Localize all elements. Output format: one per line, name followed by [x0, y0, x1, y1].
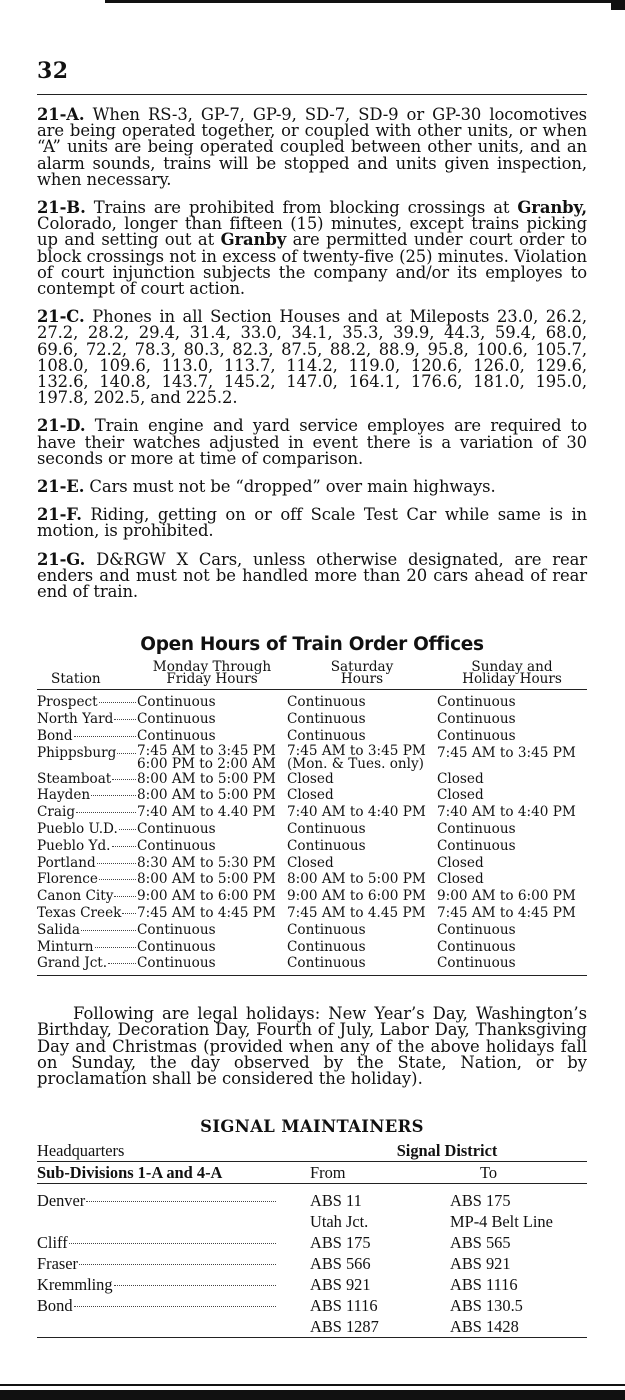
hours-mf: [137, 690, 287, 711]
offices-header-row: [37, 661, 587, 690]
headquarters-cell: [37, 1295, 307, 1316]
rule-number: 21-F.: [37, 505, 82, 525]
leader-dots: [114, 896, 136, 897]
hours-sun: [437, 804, 587, 821]
district-to: ABS 1116: [450, 1275, 518, 1295]
hours-sat: [287, 838, 437, 855]
hours-line: Continuous: [137, 938, 216, 955]
rule-text: Colorado, longer than fifteen (15) minutes, except trains picking up and setting out at: [37, 214, 587, 250]
station-cell: [37, 821, 137, 838]
station-name: Grand Jct.: [37, 955, 108, 972]
hours-sun: [437, 711, 587, 728]
leader-dots: [114, 1285, 276, 1286]
header-rule: [37, 94, 587, 95]
hours-line: Continuous: [437, 727, 516, 744]
office-row: [37, 855, 587, 872]
hours-line: 7:40 AM to 4:40 PM: [437, 804, 576, 821]
leader-dots: [86, 1201, 276, 1202]
hours-line: 9:00 AM to 6:00 PM: [287, 888, 426, 905]
hours-sun: [437, 922, 587, 939]
hours-mf: [137, 787, 287, 804]
district-to: ABS 130.5: [450, 1296, 523, 1316]
headquarters-cell: [37, 1184, 307, 1212]
rule-paragraph: [37, 418, 587, 467]
signal-maintainers-title: SIGNAL MAINTAINERS: [200, 1117, 424, 1137]
office-row: [37, 905, 587, 922]
district-from: ABS 1116: [310, 1296, 378, 1316]
scan-top-edge: [0, 0, 625, 6]
hours-mf: [137, 804, 287, 821]
hours-sat: [287, 922, 437, 939]
hours-sat: [287, 787, 437, 804]
signal-row: [37, 1253, 587, 1274]
station-name: Pueblo U.D.: [37, 821, 118, 838]
station-cell: [37, 955, 137, 975]
headquarters-name: Bond: [37, 1296, 73, 1316]
rule-paragraph: [37, 549, 587, 602]
headquarters-cell: [37, 1211, 307, 1232]
rule-paragraph: [37, 200, 587, 297]
hours-line: Continuous: [137, 921, 216, 938]
hours-line: Continuous: [287, 694, 366, 711]
hours-line: 7:45 AM to 4:45 PM: [437, 905, 576, 922]
hours-line: Closed: [287, 770, 334, 787]
station-name: Bond: [37, 727, 73, 744]
header-station: Station: [51, 671, 101, 688]
hours-sat: [287, 804, 437, 821]
hours-line: 7:45 AM to 3:45 PM: [437, 744, 576, 761]
leader-dots: [112, 846, 137, 847]
offices-title: Open Hours of Train Order Offices: [140, 634, 484, 656]
hours-line: Closed: [437, 770, 484, 787]
hours-mf: [137, 711, 287, 728]
train-order-offices-table: [37, 661, 587, 976]
station-name: Canon City: [37, 888, 114, 905]
leader-dots: [74, 736, 136, 737]
hours-line: Continuous: [437, 955, 516, 972]
office-row: [37, 871, 587, 888]
headquarters-name: Cliff: [37, 1233, 68, 1253]
scan-bottom-edge: [0, 1390, 625, 1400]
district-from: ABS 1287: [310, 1317, 379, 1337]
hours-line: 7:45 AM to 3:45 PM: [137, 742, 276, 759]
station-cell: [37, 905, 137, 922]
leader-dots: [69, 1243, 276, 1244]
headquarters-cell: [37, 1253, 307, 1274]
hours-sun: [437, 905, 587, 922]
leader-dots: [91, 795, 136, 796]
header-saturday: Saturday Hours: [330, 659, 394, 688]
hours-line: Continuous: [137, 955, 216, 972]
signal-row: [37, 1295, 587, 1316]
hours-sun: [437, 821, 587, 838]
page-number: 32: [37, 58, 69, 84]
hours-mf: [137, 838, 287, 855]
office-row: [37, 804, 587, 821]
leader-dots: [112, 779, 136, 780]
hours-sat: [287, 742, 437, 772]
hours-mf: [137, 955, 287, 975]
station-cell: [37, 922, 137, 939]
district-to: ABS 921: [450, 1254, 511, 1274]
station-name: Texas Creek: [37, 905, 122, 922]
hours-line: Continuous: [287, 727, 366, 744]
leader-dots: [99, 702, 136, 703]
station-name: North Yard: [37, 711, 114, 728]
hours-sun: [437, 690, 587, 711]
hours-line: Continuous: [287, 821, 366, 838]
station-name: Minturn: [37, 938, 94, 955]
hours-mf: [137, 771, 287, 788]
station-cell: [37, 855, 137, 872]
header-to: To: [480, 1163, 498, 1183]
header-signal-district: Signal District: [396, 1141, 498, 1161]
hours-line: Continuous: [437, 821, 516, 838]
rule-text: Riding, getting on or off Scale Test Car while same is in motion, is prohibited.: [37, 505, 587, 541]
hours-mf: [137, 939, 287, 956]
signal-row: [37, 1184, 587, 1212]
station-name: Pueblo Yd.: [37, 837, 111, 854]
headquarters-name: Denver: [37, 1191, 86, 1211]
signal-row: [37, 1211, 587, 1232]
document-page: [37, 58, 587, 1338]
leader-dots: [122, 913, 136, 914]
office-row: [37, 821, 587, 838]
district-to: MP-4 Belt Line: [450, 1212, 553, 1232]
rule-number: 21-A.: [37, 105, 85, 124]
hours-sat: [287, 955, 437, 975]
hours-line: Continuous: [437, 921, 516, 938]
header-monday-friday: Monday Through Friday Hours: [152, 659, 272, 688]
station-cell: [37, 888, 137, 905]
hours-line: 8:00 AM to 5:00 PM: [287, 871, 426, 888]
office-row: [37, 745, 587, 771]
office-row: [37, 922, 587, 939]
rule-paragraph: [37, 107, 587, 188]
district-from: Utah Jct.: [310, 1212, 369, 1232]
leader-dots: [76, 812, 136, 813]
rule-paragraph: [37, 479, 587, 495]
legal-holidays-paragraph: Following are legal holidays: New Year’s Day, Washington’s Birthday, Decoration Day, Fourth of July, Labor Day, Thanksgiving Day and Christmas (provided when any of the above holidays fall on Sunday, the day observed by the State, Nation, or by proclamation shall be considered the holiday).: [37, 1004, 587, 1089]
hours-mf: [137, 855, 287, 872]
office-row: [37, 690, 587, 711]
hours-mf: [137, 922, 287, 939]
district-to: ABS 1428: [450, 1317, 519, 1337]
hours-sat: [287, 939, 437, 956]
district-from: ABS 921: [310, 1275, 371, 1295]
hours-line: Continuous: [437, 711, 516, 728]
offices-body: [37, 690, 587, 976]
hours-line: Continuous: [137, 837, 216, 854]
station-name: Steamboat: [37, 770, 112, 787]
hours-sat: [287, 855, 437, 872]
rule-text: When RS-3, GP-7, GP-9, SD-7, SD-9 or GP-30 locomotives are being operated together, or coupled with other units, or when “A” units are being operated coupled between other units, and an alarm sounds, trains will be stopped and units given inspection, when necessary.: [37, 105, 587, 189]
station-cell: [37, 939, 137, 956]
office-row: [37, 939, 587, 956]
hours-line: Continuous: [287, 955, 366, 972]
hours-sun: [437, 888, 587, 905]
station-name: Portland: [37, 854, 96, 871]
rule-paragraph: [37, 309, 587, 406]
hours-sat: [287, 871, 437, 888]
hours-mf: [137, 821, 287, 838]
hours-sat: [287, 821, 437, 838]
hours-line: Closed: [287, 854, 334, 871]
office-row: [37, 711, 587, 728]
leader-dots: [119, 829, 136, 830]
signal-maintainers-table: [37, 1140, 587, 1338]
hours-line: Continuous: [137, 694, 216, 711]
hours-sun: [437, 838, 587, 855]
hours-line: (Mon. & Tues. only): [287, 755, 424, 772]
hours-sun: [437, 939, 587, 956]
leader-dots: [99, 879, 136, 880]
hours-sat: [287, 711, 437, 728]
hours-line: Continuous: [137, 711, 216, 728]
hours-line: 7:45 AM to 3:45 PM: [287, 742, 426, 759]
hours-line: Closed: [437, 787, 484, 804]
station-cell: [37, 745, 137, 771]
hours-line: 7:40 AM to 4:40 PM: [287, 804, 426, 821]
hours-line: Continuous: [437, 938, 516, 955]
headquarters-name: Kremmling: [37, 1275, 113, 1295]
rule-text: D&RGW X Cars, unless otherwise designated, are rear enders and must not be handled more than 20 cars ahead of rear end of train.: [37, 549, 587, 602]
hours-mf: [137, 871, 287, 888]
hours-sun: [437, 787, 587, 804]
headquarters-name: Fraser: [37, 1254, 78, 1274]
signal-row: [37, 1316, 587, 1338]
hours-mf: [137, 742, 287, 772]
hours-line: Continuous: [287, 837, 366, 854]
rule-text: Trains are prohibited from blocking crossings at: [85, 198, 518, 218]
station-name: Phippsburg: [37, 744, 117, 761]
leader-dots: [79, 1264, 276, 1265]
rule-number: 21-E.: [37, 477, 85, 497]
district-from: ABS 566: [310, 1254, 371, 1274]
hours-sat: [287, 690, 437, 711]
hours-line: 8:00 AM to 5:00 PM: [137, 787, 276, 804]
leader-dots: [108, 963, 136, 964]
hours-sun: [437, 955, 587, 975]
hours-sun: [437, 855, 587, 872]
leader-dots: [74, 1306, 276, 1307]
leader-dots: [117, 753, 136, 754]
hours-line: 9:00 AM to 6:00 PM: [137, 888, 276, 905]
district-from: ABS 175: [310, 1233, 371, 1253]
district-to: ABS 175: [450, 1191, 511, 1211]
station-name: Florence: [37, 871, 98, 888]
hours-line: 7:40 AM to 4.40 PM: [137, 804, 276, 821]
rule-number: 21-D.: [37, 416, 86, 436]
hours-line: 8:00 AM to 5:00 PM: [137, 770, 276, 787]
station-cell: [37, 871, 137, 888]
hours-sun: [437, 728, 587, 745]
district-from: ABS 11: [310, 1191, 362, 1211]
station-name: Hayden: [37, 787, 91, 804]
hours-line: Closed: [287, 787, 334, 804]
rule-text: Phones in all Section Houses and at Mileposts 23.0, 26.2, 27.2, 28.2, 29.4, 31.4, 33.0, 34.1, 35.3, 39.9, 44.3, 59.4, 68.0, 69.6, 72.2, 78.3, 80.3, 82.3, 87.5, 88.2, 88.9, 95.8, 100.6, 105.7, 108.0, 109.6, 113.0, 113.7, 114.2, 119.0, 120.6, 126.0, 129.6, 132.6, 140.8, 143.7, 145.2, 147.0, 164.1, 176.6, 181.0, 195.0, 197.8, 202.5, and 225.2.: [37, 307, 587, 408]
rule-text: Cars must not be “dropped” over main highways.: [84, 477, 496, 497]
district-to: ABS 565: [450, 1233, 511, 1253]
station-cell: [37, 838, 137, 855]
rule-emphasis: Granby,: [517, 198, 587, 218]
rule-emphasis: Granby: [220, 230, 287, 250]
rule-number: 21-C.: [37, 307, 85, 327]
hours-sun: [437, 771, 587, 788]
signal-header-row-2: [37, 1162, 587, 1184]
headquarters-cell: [37, 1274, 307, 1295]
leader-dots: [95, 947, 137, 948]
header-from: From: [310, 1163, 346, 1183]
signal-header-row-1: [37, 1140, 587, 1162]
hours-line: Continuous: [287, 711, 366, 728]
station-cell: [37, 711, 137, 728]
rule-number: 21-B.: [37, 198, 86, 218]
station-name: Prospect: [37, 694, 98, 711]
rule-text: are permitted under court order to block crossings not in excess of twenty-five (25) minutes. Violation of court injunction subjects the company and/or its employes to contempt of court action.: [37, 230, 587, 299]
station-name: Craig: [37, 804, 76, 821]
hours-line: 8:30 AM to 5:30 PM: [137, 854, 276, 871]
leader-dots: [114, 719, 136, 720]
hours-line: 9:00 AM to 6:00 PM: [437, 888, 576, 905]
hours-line: Continuous: [437, 837, 516, 854]
hours-line: 7:45 AM to 4:45 PM: [137, 905, 276, 922]
station-cell: [37, 771, 137, 788]
office-row: [37, 888, 587, 905]
hours-mf: [137, 888, 287, 905]
header-subdivision: Sub-Divisions 1-A and 4-A: [37, 1163, 223, 1183]
station-name: Salida: [37, 921, 80, 938]
hours-sat: [287, 905, 437, 922]
hours-sat: [287, 771, 437, 788]
header-sunday-holiday: Sunday and Holiday Hours: [462, 659, 562, 688]
header-headquarters: Headquarters: [37, 1141, 125, 1161]
station-cell: [37, 804, 137, 821]
rule-number: 21-G.: [37, 549, 86, 569]
hours-mf: [137, 905, 287, 922]
rules-list: [37, 107, 587, 600]
hours-line: 6:00 PM to 2:00 AM: [137, 755, 276, 772]
leader-dots: [81, 930, 136, 931]
headquarters-cell: [37, 1232, 307, 1253]
hours-line: Continuous: [137, 821, 216, 838]
signal-row: [37, 1274, 587, 1295]
hours-line: Closed: [437, 854, 484, 871]
hours-line: Continuous: [287, 921, 366, 938]
hours-sun: [437, 745, 587, 771]
station-cell: [37, 787, 137, 804]
hours-line: 7:45 AM to 4.45 PM: [287, 905, 426, 922]
hours-line: Continuous: [437, 694, 516, 711]
hours-sun: [437, 871, 587, 888]
hours-sat: [287, 888, 437, 905]
hours-line: Closed: [437, 871, 484, 888]
rule-paragraph: [37, 507, 587, 539]
office-row: [37, 955, 587, 975]
headquarters-cell: [37, 1316, 307, 1338]
rule-text: Train engine and yard service employes are required to have their watches adjusted in event there is a variation of 30 seconds or more at time of comparison.: [37, 416, 587, 468]
office-row: [37, 771, 587, 788]
station-cell: [37, 690, 137, 711]
leader-dots: [97, 863, 136, 864]
office-row: [37, 787, 587, 804]
hours-line: Continuous: [137, 727, 216, 744]
hours-line: Continuous: [287, 938, 366, 955]
station-cell: [37, 728, 137, 745]
office-row: [37, 838, 587, 855]
hours-line: 8:00 AM to 5:00 PM: [137, 871, 276, 888]
signal-body: [37, 1184, 587, 1338]
signal-row: [37, 1232, 587, 1253]
